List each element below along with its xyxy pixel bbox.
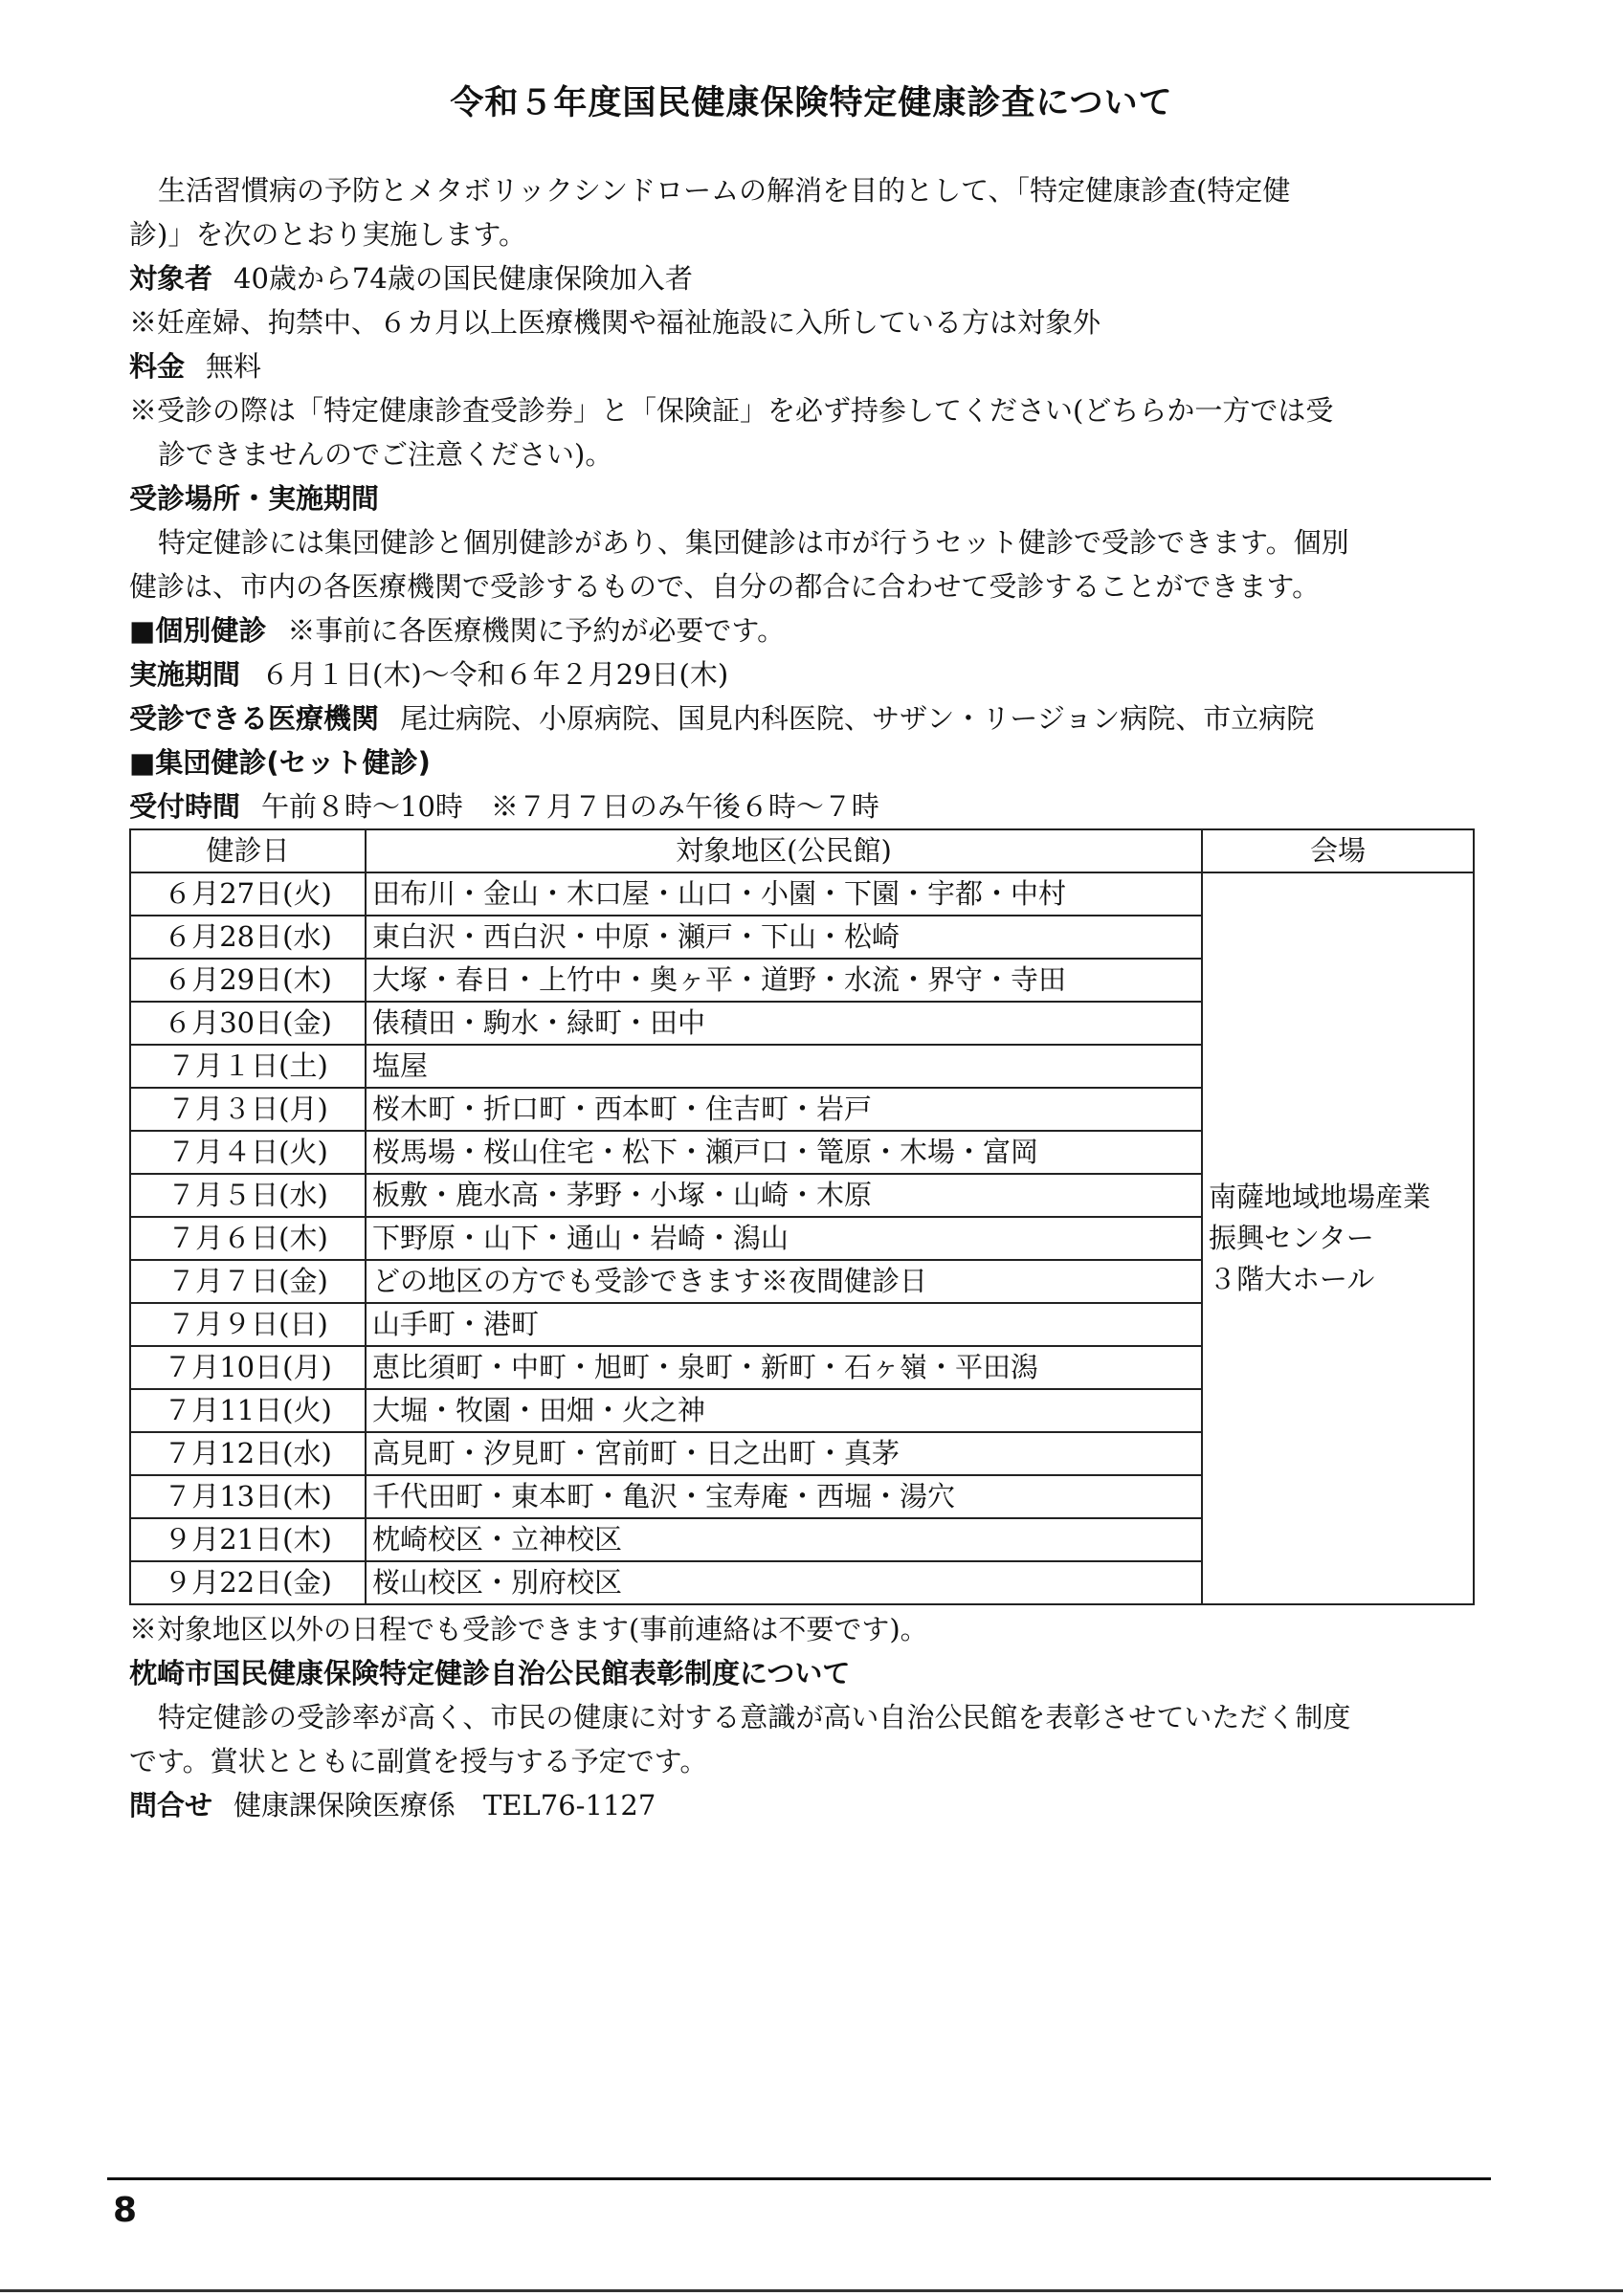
main-content: [129, 168, 1478, 1827]
intro-line-2: 診)」を次のとおり実施します。: [129, 218, 526, 251]
row-area: 山手町・港町: [366, 1303, 1202, 1346]
row-date: ７月９日(日): [130, 1303, 366, 1346]
individual-heading-row: [129, 608, 1478, 652]
target-note: ※妊産婦、拘禁中、６カ月以上医療機関や福祉施設に入所している方は対象外: [129, 306, 1101, 339]
row-date: ７月13日(木): [130, 1475, 366, 1518]
row-area: 田布川・金山・木口屋・山口・小園・下園・宇都・中村: [366, 872, 1202, 916]
venue-line-2: 振興センター: [1209, 1222, 1374, 1254]
group-heading: ■集団健診(セット健診): [129, 746, 431, 779]
row-date: ７月７日(金): [130, 1260, 366, 1303]
fee-note-line-2: 診できませんのでご注意ください)。: [158, 438, 613, 471]
group-reception-label: 受付時間: [129, 790, 241, 823]
contact-row: [129, 1783, 1478, 1827]
venue-cell: [1202, 872, 1474, 1604]
individual-clinics-value: 尾辻病院、小原病院、国見内科医院、サザン・リージョン病院、市立病院: [400, 702, 1315, 735]
row-area: 恵比須町・中町・旭町・泉町・新町・石ヶ嶺・平田潟: [366, 1346, 1202, 1389]
schedule-header-row: [130, 829, 1474, 872]
row-area: 大堀・牧園・田畑・火之神: [366, 1389, 1202, 1432]
row-area: 千代田町・東本町・亀沢・宝寿庵・西堀・湯穴: [366, 1475, 1202, 1518]
row-area: 桜山校区・別府校区: [366, 1561, 1202, 1604]
row-date: ９月22日(金): [130, 1561, 366, 1604]
header-area: 対象地区(公民館): [366, 829, 1202, 872]
row-area: 枕崎校区・立神校区: [366, 1518, 1202, 1561]
venue-line-1: 南薩地域地場産業: [1209, 1181, 1432, 1213]
row-date: ６月27日(火): [130, 872, 366, 916]
after-table-note: ※対象地区以外の日程でも受診できます(事前連絡は不要です)。: [129, 1613, 928, 1645]
place-heading: 受診場所・実施期間: [129, 482, 380, 515]
venue-line-3: ３階大ホール: [1209, 1263, 1375, 1295]
row-date: ７月３日(月): [130, 1088, 366, 1131]
target-value: 40歳から74歳の国民健康保険加入者: [233, 262, 693, 295]
fee-value: 無料: [206, 350, 262, 383]
page-number: 8: [113, 2191, 138, 2230]
individual-period-value: ６月１日(木)～令和６年２月29日(木): [261, 658, 729, 691]
place-line-1: 特定健診には集団健診と個別健診があり、集団健診は市が行うセット健診で受診できます。個別: [158, 526, 1349, 559]
fee-row: [129, 344, 1478, 388]
row-area: どの地区の方でも受診できます※夜間健診日: [366, 1260, 1202, 1303]
award-heading: 枕崎市国民健康保険特定健診自治公民館表彰制度について: [129, 1657, 851, 1689]
row-date: ７月12日(水): [130, 1432, 366, 1475]
row-area: 大塚・春日・上竹中・奥ヶ平・道野・水流・界守・寺田: [366, 959, 1202, 1002]
footer-divider: [107, 2177, 1491, 2180]
award-line-1: 特定健診の受診率が高く、市民の健康に対する意識が高い自治公民館を表彰させていただく制度: [158, 1701, 1351, 1733]
row-area: 東白沢・西白沢・中原・瀬戸・下山・松崎: [366, 916, 1202, 959]
individual-heading: ■個別健診: [129, 614, 267, 647]
contact-value: 健康課保険医療係 TEL76-1127: [233, 1789, 656, 1821]
header-date: 健診日: [130, 829, 366, 872]
target-row: [129, 256, 1478, 300]
intro-line-1: 生活習慣病の予防とメタボリックシンドロームの解消を目的として、「特定健康診査(特定健: [158, 174, 1291, 207]
individual-clinics-row: [129, 696, 1478, 740]
individual-clinics-label: 受診できる医療機関: [129, 702, 380, 735]
row-area: 下野原・山下・通山・岩崎・潟山: [366, 1217, 1202, 1260]
table-row: [130, 872, 1474, 916]
row-area: 桜木町・折口町・西本町・住吉町・岩戸: [366, 1088, 1202, 1131]
place-line-2: 健診は、市内の各医療機関で受診するもので、自分の都合に合わせて受診することができます。: [129, 570, 1321, 603]
fee-label: 料金: [129, 350, 186, 383]
row-date: ７月５日(水): [130, 1174, 366, 1217]
target-label: 対象者: [129, 262, 213, 295]
bottom-edge-line: [0, 2289, 1623, 2292]
row-date: ７月１日(土): [130, 1045, 366, 1088]
row-area: 高見町・汐見町・宮前町・日之出町・真茅: [366, 1432, 1202, 1475]
row-date: ９月21日(木): [130, 1518, 366, 1561]
row-area: 桜馬場・桜山住宅・松下・瀬戸口・篭原・木場・富岡: [366, 1131, 1202, 1174]
group-reception-value: 午前８時～10時 ※７月７日のみ午後６時～７時: [261, 790, 879, 823]
individual-period-row: [129, 652, 1478, 696]
row-date: ６月29日(木): [130, 959, 366, 1002]
row-date: ６月30日(金): [130, 1002, 366, 1045]
schedule-table: [129, 828, 1475, 1605]
award-line-2: です。賞状とともに副賞を授与する予定です。: [129, 1745, 708, 1777]
page-title: 令和５年度国民健康保険特定健康診査について: [450, 84, 1173, 122]
individual-note: ※事前に各医療機関に予約が必要です。: [287, 614, 786, 647]
row-date: ６月28日(水): [130, 916, 366, 959]
row-date: ７月11日(火): [130, 1389, 366, 1432]
row-area: 板敷・鹿水高・茅野・小塚・山崎・木原: [366, 1174, 1202, 1217]
contact-label: 問合せ: [129, 1789, 213, 1821]
row-date: ７月10日(月): [130, 1346, 366, 1389]
row-area: 塩屋: [366, 1045, 1202, 1088]
fee-note-line-1: ※受診の際は「特定健康診査受診券」と「保険証」を必ず持参してください(どちらか一方では受: [129, 394, 1334, 427]
group-reception-row: [129, 784, 1478, 828]
individual-period-label: 実施期間: [129, 658, 241, 691]
row-date: ７月６日(木): [130, 1217, 366, 1260]
header-venue: 会場: [1202, 829, 1474, 872]
row-date: ７月４日(火): [130, 1131, 366, 1174]
row-area: 俵積田・駒水・緑町・田中: [366, 1002, 1202, 1045]
